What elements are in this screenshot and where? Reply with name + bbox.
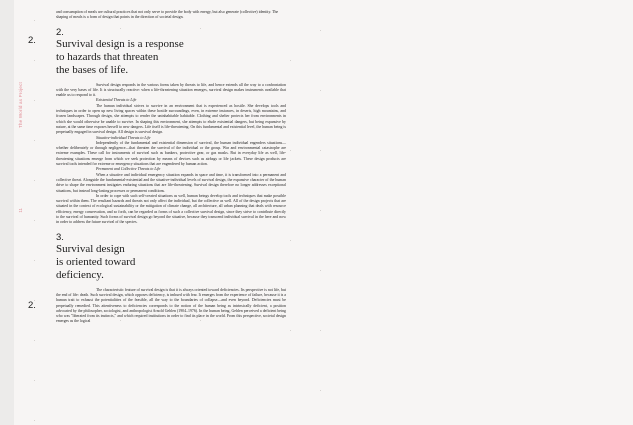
page-edge-strip — [0, 0, 14, 425]
body-paragraph: When a situative and individual emergency situation expands in space and time, it is transformed into a permanent and collective threat. Alongside the fundamental-existential and the situative-individual levels of survival design, the expansive character of the human drive to shape the environment instigates enduring situations that are life-threatening. Survival design therefore no longer addresses exceptional situations, but instead long-lasting processes or permanent conditions. — [56, 172, 286, 193]
section-title-line: Survival design is a response — [56, 37, 184, 50]
subheading: Existential Threats to Life — [96, 98, 137, 103]
section-title-line: Survival design — [56, 242, 125, 255]
page-content — [56, 10, 286, 325]
section-title-line: is oriented toward — [56, 255, 136, 268]
body-paragraph: Survival design responds in the various forms taken by threats to life, and hence extends all the way to a confrontation with the very bases of life. It is structurally reactive: when a life-threatening situation emerges, survival design makes instruments available that enable us to respond to it. — [56, 82, 286, 98]
section-title — [56, 38, 286, 77]
section-title-line: deficiency. — [56, 268, 104, 281]
subheading: Permanent and Collective Threats to Life — [96, 167, 161, 172]
section-title-line: the bases of life. — [56, 63, 129, 76]
body-paragraph: Independently of the fundamental and existential dimension of survival, the human individual engenders situations—whether deliberately or through negligence—that threaten the survival of the individual or the group. War and environmental catastrophe are extreme examples. These call for instruments of survival such as bunkers, protective gear, or gas masks. But in everyday life as well, life-threatening situations emerge from which we seek protection by means of devices such as airbags or life jackets. These design products are survival tools intended for extreme or emergency situations that are engendered by human action. — [56, 140, 286, 167]
page-number: 11 — [18, 208, 23, 213]
margin-section-number: 2. — [28, 300, 36, 311]
section-title — [56, 243, 286, 282]
section-number: 3. — [56, 231, 64, 243]
running-title: The World as Project — [18, 82, 23, 128]
subheading: Situative-individual Threats to Life — [96, 135, 151, 140]
intro-paragraph: and consumption of meals are cultural practices that not only serve to provide the body with energy, but also generate (collective) identity. The shaping of meals is a form of design that points in the direction of societal design. — [56, 10, 279, 20]
section-title-line: to hazards that threaten — [56, 50, 159, 63]
section-number: 2. — [56, 26, 64, 38]
body-paragraph: The characteristic feature of survival design is that it is always oriented toward deficiencies. Its perspective is not life, but the end of life: death. Such survival design, which opposes deficiency, is imbued with fear. It emerges from the experience of failure, because it is a human trait to exhaust the potentialities of the feasible, all the way to the boundaries of collapse—and even beyond. Deficiencies must be perpetually remedied. This attentiveness to deficiencies corresponds to the notion of the human being as intrinsically deficient, a position advocated by the philosopher, sociologist, and anthropologist Arnold Gehlen (1904–1976). In the human being, Gehlen perceived a deficient being who was "liberated from its instincts," and which required institutions in order to find its place in the world. From this perspective, societal design emerges as the logical — [56, 287, 286, 324]
margin-section-number: 2. — [28, 35, 36, 46]
body-paragraph: The human individual strives to survive in an environment that is experienced as hostile. She develops tools and techniques in order to open up new living spaces within these hostile surroundings, even, in extreme instances, in deserts, high mountains, and frozen landscapes. Through design, she attempts to render the uninhabitable habitable. Clothing and shelter protects her from environments in which she would otherwise be unable to survive. In shaping this environment, she attempts to elude existential dangers, but being expansive by nature, at the same time exposes herself to new dangers. Life itself is life-threatening. On this fundamental and existential level, the human being is perpetually engaged in survival design. All design is survival design. — [56, 103, 286, 135]
body-paragraph: In order to cope with such self-created situations as well, human beings develop tools and techniques that make possible survival within them. The resultant hazards and threats not only affect the individual, but the collective as well. All of the design projects that are situated in the context of ecological sustainability or the mitigation of climate change, all architecture, all urban planning that deals with resource efficiency, energy conservation, and so forth, can be regarded as forms of such a collective survival design, since they strive to contribute directly to the survival of humanity. Such forms of survival design go beyond the situative, because they transcend individual survival in the here and now in order to address the future survival of the species. — [56, 193, 286, 225]
